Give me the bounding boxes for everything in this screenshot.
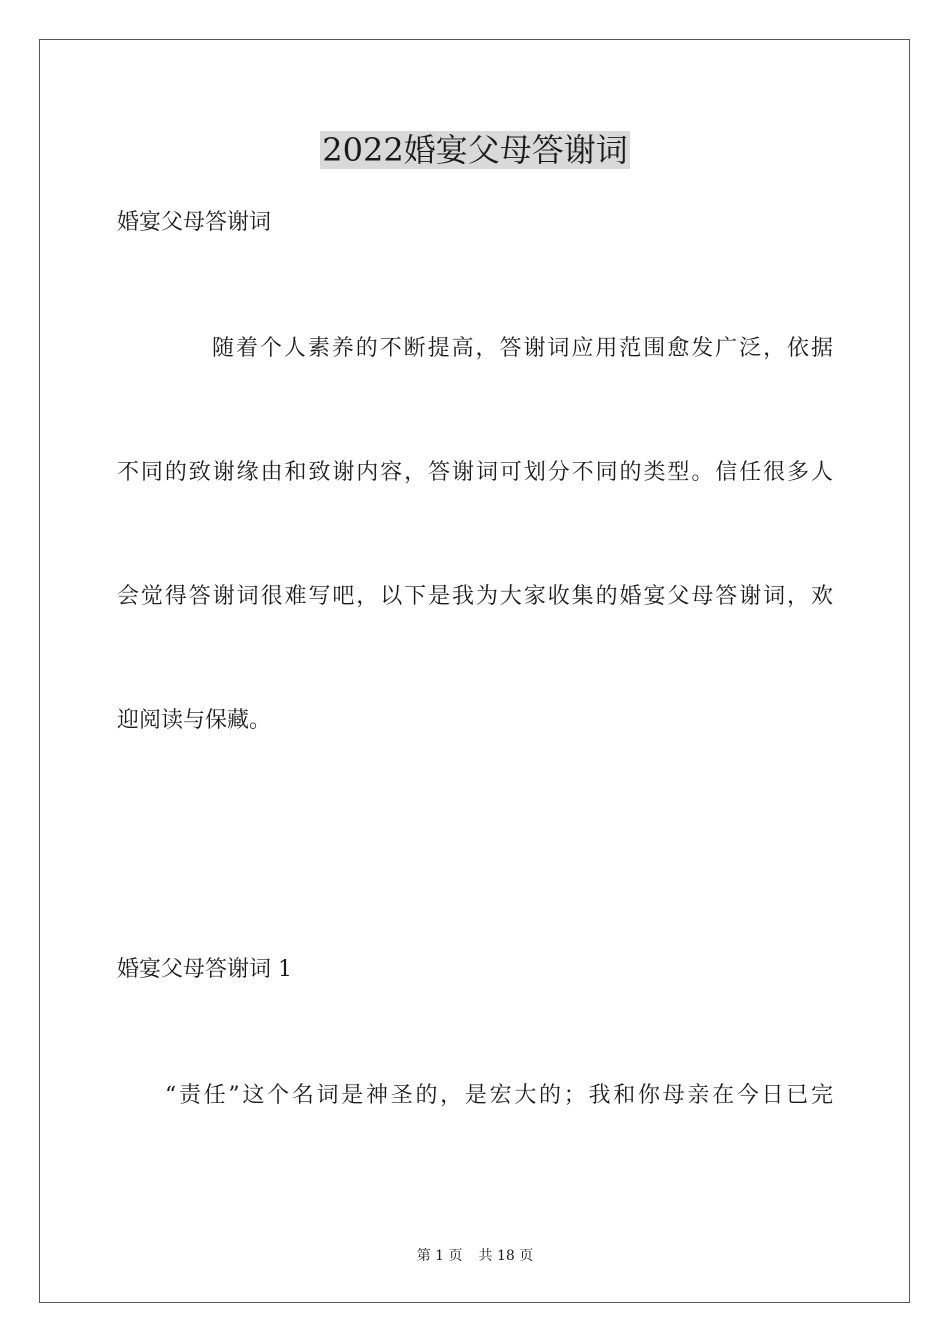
paragraph-line: 迎阅读与保藏。 (117, 708, 272, 733)
page-footer (0, 1246, 950, 1266)
section-heading: 婚宴父母答谢词 (117, 210, 272, 235)
page-number: 第 1 页 (416, 1248, 463, 1264)
paragraph-line: 随着个人素养的不断提高，答谢词应用范围愈发广泛，依据 (212, 336, 833, 361)
paragraph-line: 会觉得答谢词很难写吧，以下是我为大家收集的婚宴父母答谢词，欢 (117, 584, 833, 609)
document-title-text: 2022婚宴父母答谢词 (322, 131, 628, 169)
paragraph-line: 不同的致谢缘由和致谢内容，答谢词可划分不同的类型。信任很多人 (117, 460, 833, 485)
paragraph-line: “责任”这个名词是神圣的，是宏大的；我和你母亲在今日已完 (165, 1083, 833, 1108)
page-total: 共 18 页 (478, 1248, 534, 1264)
section-heading: 婚宴父母答谢词 1 (117, 957, 292, 982)
document-title (0, 128, 950, 172)
